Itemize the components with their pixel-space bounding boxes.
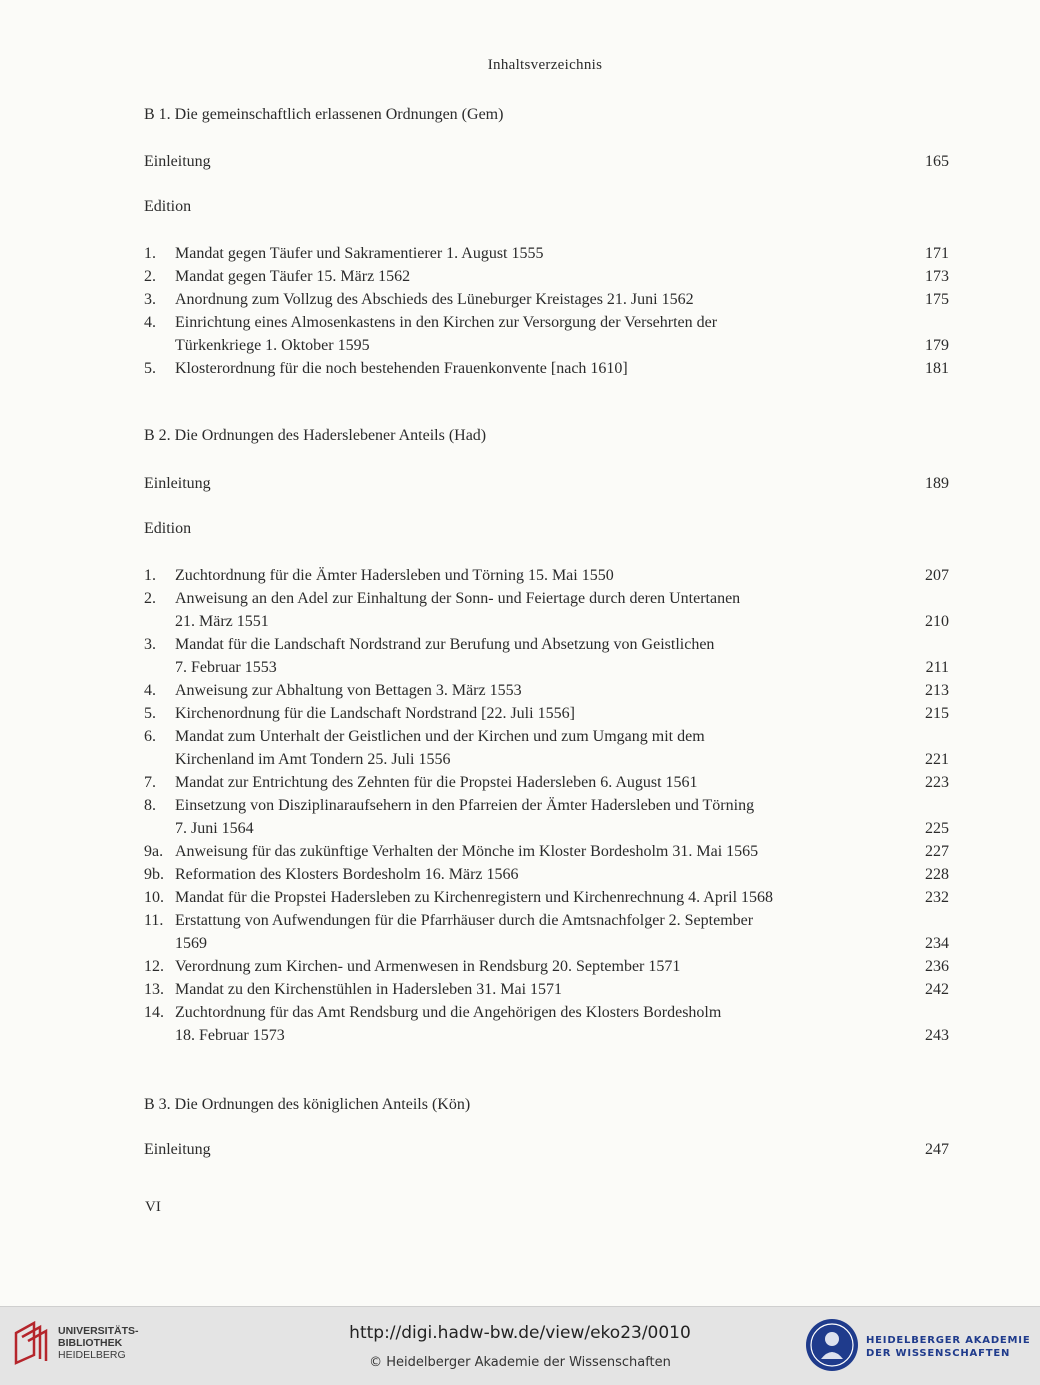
- section-heading: B 2. Die Ordnungen des Haderslebener Anteils (Had): [144, 427, 487, 444]
- page-number: 181: [925, 360, 949, 377]
- entry-number: 8.: [144, 797, 156, 814]
- section-heading: B 3. Die Ordnungen des königlichen Anteils (Kön): [144, 1096, 471, 1113]
- toc-entry: [144, 288, 949, 311]
- entry-title: Anweisung an den Adel zur Einhaltung der Sonn- und Feiertage durch deren Untertanen: [175, 590, 741, 607]
- toc-entry: [144, 564, 949, 587]
- page-number: 247: [925, 1141, 949, 1158]
- entry-number: 7.: [144, 774, 156, 791]
- entry-number: 9b.: [144, 866, 164, 883]
- page-number: 189: [925, 475, 949, 492]
- page-number: 207: [925, 567, 949, 584]
- logo-line: HEIDELBERGER AKADEMIE: [866, 1335, 1031, 1346]
- toc-entry: [144, 955, 949, 978]
- page-number: 221: [925, 751, 949, 768]
- toc-entry: [144, 587, 949, 610]
- toc-entry: [144, 702, 949, 725]
- entry-title: Mandat zum Unterhalt der Geistlichen und der Kirchen und zum Umgang mit dem: [175, 728, 705, 745]
- footer-bar: [0, 1306, 1040, 1385]
- edition-label: Edition: [144, 198, 192, 215]
- entry-title: Kirchenland im Amt Tondern 25. Juli 1556: [175, 751, 451, 768]
- toc-intro: [144, 1138, 949, 1161]
- entry-title: Mandat zu den Kirchenstühlen in Hadersleben 31. Mai 1571: [175, 981, 563, 998]
- toc-entry: [144, 311, 949, 334]
- toc-entry-continuation: [144, 656, 949, 679]
- page-number: 228: [925, 866, 949, 883]
- entry-number: 14.: [144, 1004, 164, 1021]
- toc-entry-continuation: [144, 748, 949, 771]
- permalink-url[interactable]: http://digi.hadw-bw.de/view/eko23/0010: [349, 1323, 691, 1343]
- page-number: 242: [925, 981, 949, 998]
- entry-title: Mandat zur Entrichtung des Zehnten für die Propstei Hadersleben 6. August 1561: [175, 774, 698, 791]
- toc-entry: [144, 1001, 949, 1024]
- entry-number: 5.: [144, 360, 156, 377]
- entry-title: Anweisung zur Abhaltung von Bettagen 3. März 1553: [175, 682, 522, 699]
- entry-number: 3.: [144, 291, 156, 308]
- entry-title: Reformation des Klosters Bordesholm 16. März 1566: [175, 866, 519, 883]
- entry-number: 4.: [144, 682, 156, 699]
- entry-title: 7. Februar 1553: [175, 659, 277, 676]
- entry-number: 3.: [144, 636, 156, 653]
- edition-label: Edition: [144, 520, 192, 537]
- toc-entry-continuation: [144, 932, 949, 955]
- entry-title: Klosterordnung für die noch bestehenden Frauenkonvente [nach 1610]: [175, 360, 628, 377]
- entry-number: 5.: [144, 705, 156, 722]
- page-folio: VI: [145, 1199, 161, 1215]
- logo-line: DER WISSENSCHAFTEN: [866, 1348, 1011, 1359]
- toc-entry: [144, 794, 949, 817]
- entry-title: 21. März 1551: [175, 613, 269, 630]
- toc-entry: [144, 357, 949, 380]
- toc-entry: [144, 679, 949, 702]
- entry-number: 1.: [144, 567, 156, 584]
- toc-intro: [144, 150, 949, 173]
- entry-title: Kirchenordnung für die Landschaft Nordstrand [22. Juli 1556]: [175, 705, 575, 722]
- entry-number: 11.: [144, 912, 164, 929]
- entry-number: 4.: [144, 314, 156, 331]
- entry-number: 1.: [144, 245, 156, 262]
- entry-title: Mandat für die Propstei Hadersleben zu Kirchenregistern und Kirchenrechnung 4. April 1568: [175, 889, 774, 906]
- page-number: 243: [925, 1027, 949, 1044]
- page-number: 215: [925, 705, 949, 722]
- entry-number: 2.: [144, 590, 156, 607]
- page-number: 213: [925, 682, 949, 699]
- intro-label: Einleitung: [144, 153, 211, 170]
- toc-entry: [144, 633, 949, 656]
- entry-title: Mandat gegen Täufer und Sakramentierer 1. August 1555: [175, 245, 544, 262]
- toc-entry: [144, 909, 949, 932]
- entry-number: 6.: [144, 728, 156, 745]
- entry-title: Anordnung zum Vollzug des Abschieds des Lüneburger Kreistages 21. Juni 1562: [175, 291, 694, 308]
- toc-entry: [144, 265, 949, 288]
- page-number: 223: [925, 774, 949, 791]
- entry-number: 13.: [144, 981, 164, 998]
- entry-title: Zuchtordnung für die Ämter Hadersleben und Törning 15. Mai 1550: [175, 567, 614, 584]
- entry-title: Einrichtung eines Almosenkastens in den Kirchen zur Versorgung der Versehrten der: [175, 314, 718, 331]
- page-number: 234: [925, 935, 949, 952]
- entry-title: Anweisung für das zukünftige Verhalten der Mönche im Kloster Bordesholm 31. Mai 1565: [175, 843, 759, 860]
- entry-title: 18. Februar 1573: [175, 1027, 285, 1044]
- logo-line: HEIDELBERG: [58, 1349, 126, 1361]
- page-number: 165: [925, 153, 949, 170]
- toc-entry-continuation: [144, 817, 949, 840]
- toc-entry: [144, 840, 949, 863]
- page-number: 179: [925, 337, 949, 354]
- toc-entry: [144, 725, 949, 748]
- toc-entry: [144, 886, 949, 909]
- entry-title: Mandat für die Landschaft Nordstrand zur Berufung und Absetzung von Geistlichen: [175, 636, 715, 653]
- entry-number: 10.: [144, 889, 164, 906]
- academy-seal-icon[interactable]: [804, 1317, 860, 1373]
- toc-entry: [144, 771, 949, 794]
- entry-title: Erstattung von Aufwendungen für die Pfarrhäuser durch die Amtsnachfolger 2. September: [175, 912, 754, 929]
- logo-line: UNIVERSITÄTS-: [58, 1325, 139, 1337]
- entry-title: Mandat gegen Täufer 15. März 1562: [175, 268, 411, 285]
- entry-title: Türkenkriege 1. Oktober 1595: [175, 337, 370, 354]
- entry-number: 12.: [144, 958, 164, 975]
- page-number: 171: [925, 245, 949, 262]
- copyright-notice: © Heidelberger Akademie der Wissenschaften: [369, 1355, 671, 1370]
- toc-intro: [144, 472, 949, 495]
- page-number: 173: [925, 268, 949, 285]
- entry-title: Verordnung zum Kirchen- und Armenwesen in Rendsburg 20. September 1571: [175, 958, 681, 975]
- toc-entry: [144, 863, 949, 886]
- page-number: 232: [925, 889, 949, 906]
- entry-title: 7. Juni 1564: [175, 820, 254, 837]
- page-number: 225: [925, 820, 949, 837]
- page-number: 210: [925, 613, 949, 630]
- section-heading: B 1. Die gemeinschaftlich erlassenen Ordnungen (Gem): [144, 106, 504, 123]
- page-number: 227: [925, 843, 949, 860]
- entry-number: 2.: [144, 268, 156, 285]
- entry-title: 1569: [175, 935, 207, 952]
- toc-entry-continuation: [144, 334, 949, 357]
- toc-entry-continuation: [144, 1024, 949, 1047]
- toc-entry: [144, 978, 949, 1001]
- academy-name: [866, 1334, 1030, 1360]
- intro-label: Einleitung: [144, 475, 211, 492]
- toc-entry: [144, 242, 949, 265]
- entry-title: Zuchtordnung für das Amt Rendsburg und die Angehörigen des Klosters Bordesholm: [175, 1004, 722, 1021]
- toc-entry-continuation: [144, 610, 949, 633]
- intro-label: Einleitung: [144, 1141, 211, 1158]
- entry-number: 9a.: [144, 843, 164, 860]
- page-number: 175: [925, 291, 949, 308]
- logo-line: BIBLIOTHEK: [58, 1337, 123, 1349]
- entry-title: Einsetzung von Disziplinaraufsehern in den Pfarreien der Ämter Hadersleben und Törning: [175, 797, 755, 814]
- running-head: Inhaltsverzeichnis: [487, 57, 603, 73]
- page-number: 211: [925, 659, 949, 676]
- page-number: 236: [925, 958, 949, 975]
